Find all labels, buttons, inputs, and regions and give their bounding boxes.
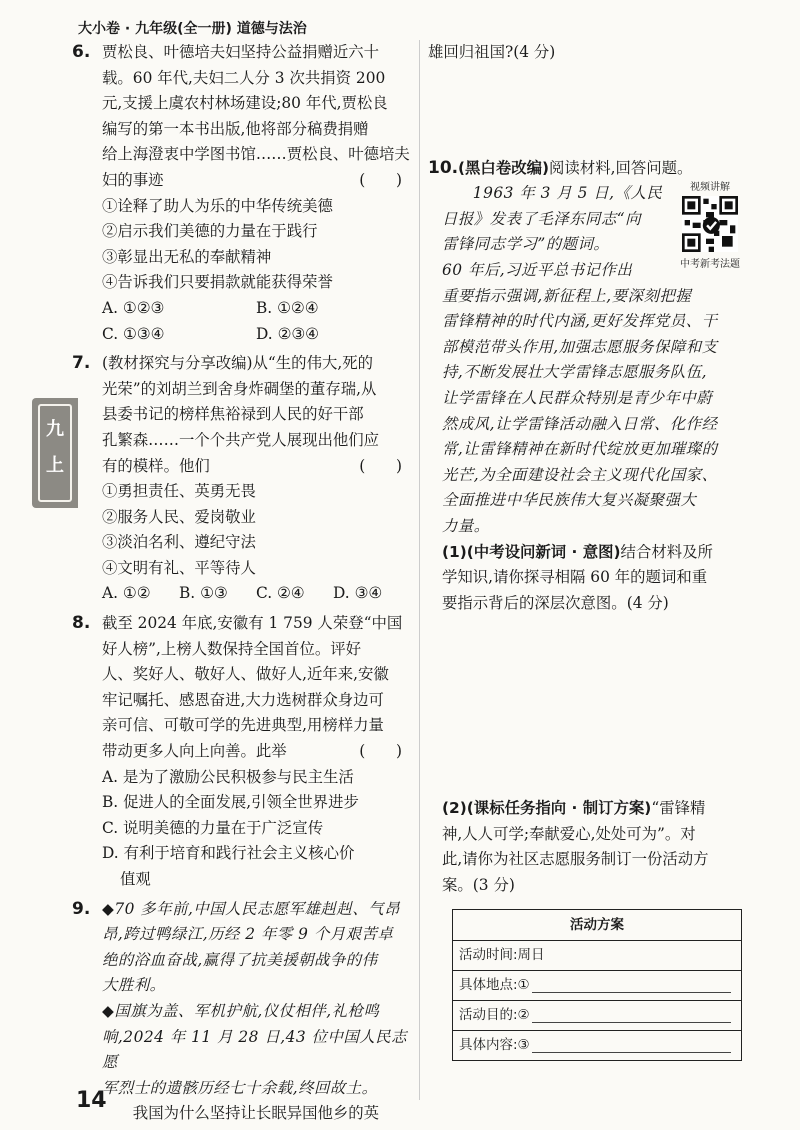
stem-line: 带动更多人向上向善。此举 ( ) bbox=[102, 739, 410, 765]
question-8 bbox=[72, 611, 410, 893]
option-d[interactable]: D. 有利于培育和践行社会主义核心价 bbox=[102, 844, 355, 863]
question-number: 9. bbox=[72, 898, 91, 919]
option-a[interactable]: A. ①②③ bbox=[102, 298, 165, 317]
material-2: ◆国旗为盖、军机护航,仪仗相伴,礼枪鸣 响,2024 年 11 月 28 日,43 位中国人民志愿 军烈士的遗骸历经七十余载,终回故土。 bbox=[102, 1001, 407, 1097]
option-a[interactable]: A. ①② bbox=[102, 584, 151, 603]
option-b[interactable]: B. 促进人的全面发展,引领全世界进步 bbox=[102, 793, 359, 812]
question-number: 10. bbox=[428, 157, 459, 178]
statement-item: ④告诉我们只要捐款就能获得荣誉 bbox=[102, 273, 333, 292]
stem-line: 牢记嘱托、感恩奋进,大力选树群众身边可 bbox=[102, 690, 384, 709]
stem-line: 人、奖好人、敬好人、做好人,近年来,安徽 bbox=[102, 665, 389, 684]
question-10-material: 视频讲解 中考新考法题 1963 年 3 月 5 日,《人民 日报》发表了毛泽东同志“向 雷锋同志学习”的题词。 60 年后,习近平总书记作出 重要指示强调,新征程上,要深刻把握 雷锋精神的时代内涵,更好发挥党员、干 部模范带头作用,加强志愿服务保障和支 持,不断发展壮大学雷锋志愿服务队伍, 让学雷锋在人民群众特别是青少年中蔚 然成风,让学雷锋活动融入日常、化作经 常,让雷锋精神在新时代绽放更加璀璨的 光芒,为全面建设社会主义现代化国家、 全面推进中华民族伟大复兴凝聚强大 力量。 bbox=[428, 181, 743, 539]
option-b[interactable]: B. ①③ bbox=[179, 584, 228, 603]
question-9 bbox=[72, 897, 410, 1127]
plan-title: 活动方案 bbox=[453, 910, 741, 941]
option-c[interactable]: C. 说明美德的力量在于广泛宣传 bbox=[102, 818, 324, 837]
stem-line: 元,支援上虞农村林场建设;80 年代,贾松良 bbox=[102, 94, 388, 113]
option-b[interactable]: B. ①②④ bbox=[256, 298, 319, 317]
side-tab-label: 九上 bbox=[38, 404, 72, 502]
stem-line: 光荣”的刘胡兰到舍身炸碉堡的董存瑞,从 bbox=[102, 379, 377, 398]
statement-item: ③彰显出无私的奉献精神 bbox=[102, 247, 272, 266]
plan-row-purpose[interactable]: 活动目的:② bbox=[453, 1001, 741, 1031]
stem-line: (教材探究与分享改编)从“生的伟大,死的 bbox=[102, 354, 374, 373]
question-6 bbox=[72, 40, 410, 347]
stem-line: 妇的事迹 ( ) bbox=[102, 168, 410, 194]
plan-row-content[interactable]: 具体内容:③ bbox=[453, 1031, 741, 1060]
plan-row-time: 活动时间:周日 bbox=[453, 941, 741, 971]
sub-question-tag: (1)(中考设问新词 · 意图) bbox=[442, 542, 621, 561]
statement-item: ②服务人民、爱岗敬业 bbox=[102, 507, 256, 526]
statement-item: ③淡泊名利、遵纪守法 bbox=[102, 533, 256, 552]
source-tag: (教材探究与分享改编) bbox=[102, 354, 253, 373]
option-d[interactable]: D. ③④ bbox=[333, 584, 383, 603]
video-qr-block[interactable] bbox=[677, 181, 743, 271]
left-column bbox=[72, 40, 410, 1127]
option-c[interactable]: C. ②④ bbox=[256, 584, 305, 603]
stem-line: 县委书记的榜样焦裕禄到人民的好干部 bbox=[102, 405, 364, 424]
answer-blank[interactable]: ( ) bbox=[359, 456, 402, 475]
question-number: 8. bbox=[72, 613, 91, 634]
plan-row-location[interactable]: 具体地点:① bbox=[453, 971, 741, 1001]
stem-line: 截至 2024 年底,安徽有 1 759 人荣登“中国 bbox=[102, 614, 403, 633]
stem-line: 载。60 年代,夫妇二人分 3 次共捐资 200 bbox=[102, 68, 386, 87]
options-row bbox=[102, 296, 410, 322]
page-number: 14 bbox=[76, 1088, 107, 1113]
answer-blank[interactable]: ( ) bbox=[359, 742, 402, 761]
stem-line: 亲可信、可敬可学的先进典型,用榜样力量 bbox=[102, 716, 384, 735]
answer-blank[interactable]: ( ) bbox=[359, 170, 402, 189]
option-d-continued: 值观 bbox=[120, 870, 151, 888]
page-header: 大小卷 · 九年级(全一册) 道德与法治 bbox=[78, 21, 307, 37]
statement-item: ④文明有礼、平等待人 bbox=[102, 558, 256, 577]
qr-caption: 中考新考法题 bbox=[680, 259, 740, 271]
question-9-prompt: 我国为什么坚持让长眠异国他乡的英 bbox=[132, 1104, 380, 1123]
source-tag: (黑白卷改编) bbox=[458, 158, 550, 177]
stem-line: 给上海澄衷中学图书馆……贾松良、叶德培夫 bbox=[102, 145, 410, 164]
activity-plan-table bbox=[452, 909, 742, 1061]
options-row bbox=[102, 322, 410, 348]
option-d[interactable]: D. ②③④ bbox=[256, 324, 319, 343]
option-c[interactable]: C. ①③④ bbox=[102, 324, 165, 343]
column-divider bbox=[419, 40, 420, 1100]
question-10-header: (黑白卷改编)阅读材料,回答问题。 bbox=[458, 158, 693, 177]
statement-item: ②启示我们美德的力量在于践行 bbox=[102, 222, 318, 241]
stem-line: 贾松良、叶德培夫妇坚持公益捐赠近六十 bbox=[102, 43, 380, 61]
stem-line: 孔繁森……一个个共产党人展现出他们应 bbox=[102, 430, 380, 449]
qr-caption: 视频讲解 bbox=[690, 182, 730, 194]
question-7 bbox=[72, 351, 410, 607]
sub-question-2: (2)(课标任务指向 · 制订方案)“雷锋精 神,人人可学;奉献爱心,处处可为”。对 此,请你为社区志愿服务制订一份活动方 案。(3 分) bbox=[442, 799, 709, 895]
answer-space-q9[interactable] bbox=[428, 66, 743, 156]
statement-item: ①诠释了助人为乐的中华传统美德 bbox=[102, 196, 333, 215]
sub-question-1: (1)(中考设问新词 · 意图)结合材料及所 学知识,请你探寻相隔 60 年的题词和重 要指示背后的深层次意图。(4 分) bbox=[442, 542, 713, 612]
sub-question-tag: (2)(课标任务指向 · 制订方案) bbox=[442, 799, 652, 818]
statement-item: ①勇担责任、英勇无畏 bbox=[102, 482, 256, 501]
stem-line: 好人榜”,上榜人数保持全国首位。评好 bbox=[102, 639, 362, 658]
option-a[interactable]: A. 是为了激励公民积极参与民主生活 bbox=[102, 767, 354, 786]
right-column bbox=[428, 40, 743, 1061]
qr-code-icon[interactable] bbox=[682, 196, 738, 252]
question-number: 6. bbox=[72, 42, 91, 62]
answer-space-sub1[interactable] bbox=[428, 616, 743, 796]
options-row bbox=[102, 581, 410, 607]
question-number: 7. bbox=[72, 353, 91, 374]
material-1: ◆70 多年前,中国人民志愿军雄赳赳、气昂 昂,跨过鸭绿江,历经 2 年零 9 个月艰苦卓 绝的浴血奋战,赢得了抗美援朝战争的伟 大胜利。 bbox=[102, 899, 400, 995]
stem-line: 编写的第一本书出版,他将部分稿费捐赠 bbox=[102, 119, 369, 138]
stem-line: 有的模样。他们 ( ) bbox=[102, 454, 410, 480]
question-10 bbox=[428, 156, 743, 182]
question-9-prompt-continued: 雄回归祖国?(4 分) bbox=[428, 43, 556, 61]
